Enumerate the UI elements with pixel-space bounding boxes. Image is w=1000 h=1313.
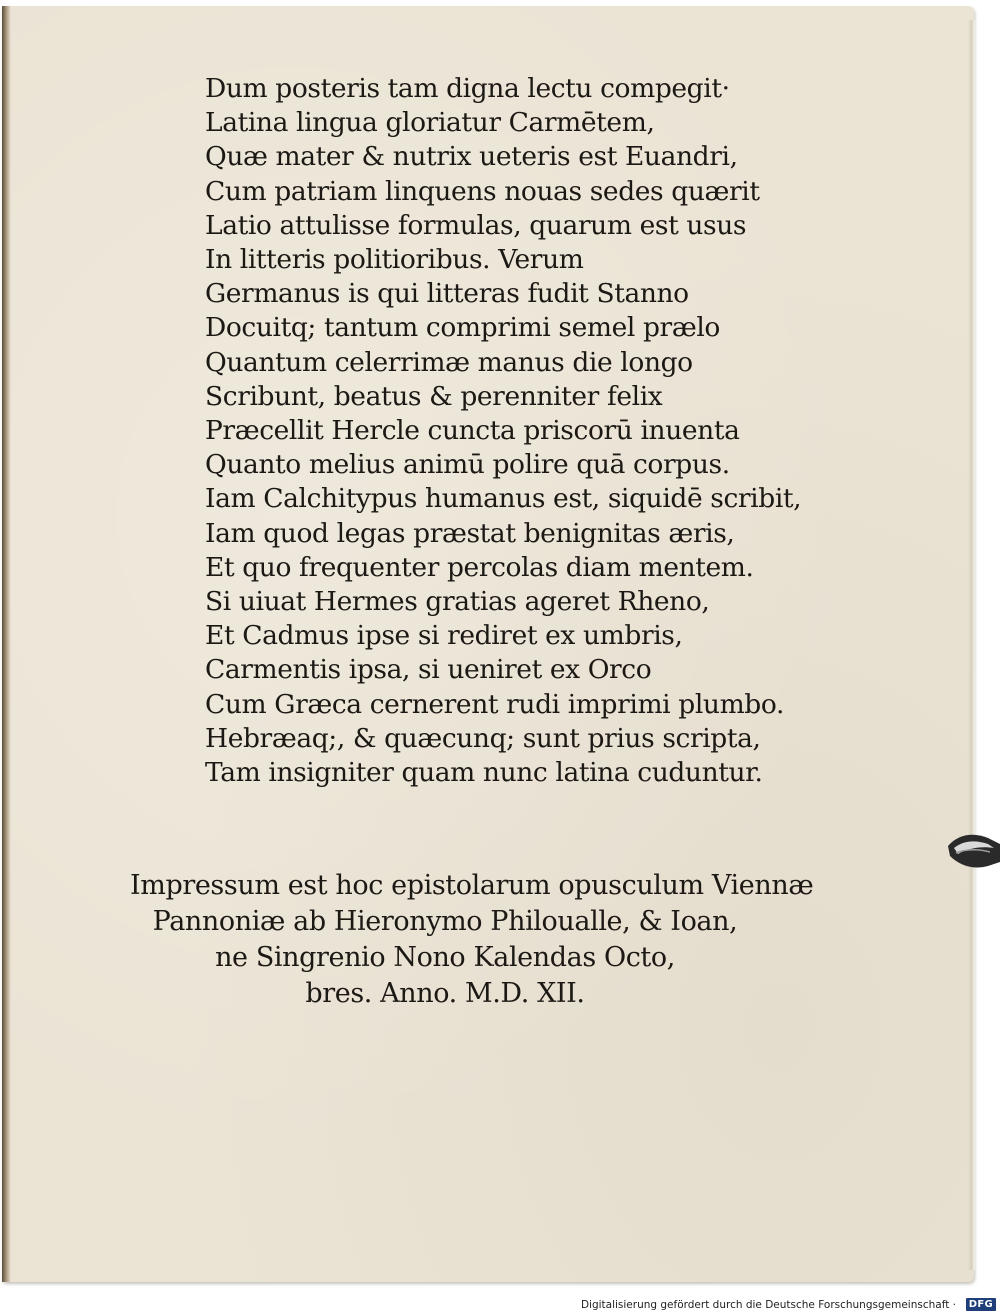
verse-line: Hebræaq;, & quæcunq; sunt prius scripta, (205, 722, 761, 754)
funding-credit: Digitalisierung gefördert durch die Deutsche Forschungsgemeinschaft · (580, 1299, 956, 1311)
spine-edge (2, 6, 11, 1282)
colophon-line: Impressum est hoc epistolarum opusculum Viennæ (130, 870, 814, 901)
dfg-logo-icon: DFG (966, 1298, 996, 1311)
verse-line: Docuitq; tantum comprimi semel prælo (205, 312, 720, 344)
colophon-line: bres. Anno. M.D. XII. (305, 978, 585, 1009)
colophon-line: ne Singrenio Nono Kalendas Octo, (215, 942, 675, 973)
verse-line: Carmentis ipsa, si ueniret ex Orco (205, 654, 652, 686)
verse-line: Si uiuat Hermes gratias ageret Rheno, (205, 586, 710, 618)
verse-line: Quantum celerrimæ manus die longo (205, 346, 693, 378)
verse-line: Iam Calchitypus humanus est, siquidē scribit, (205, 483, 802, 515)
verse-line: Cum Græca cernerent rudi imprimi plumbo. (205, 688, 784, 720)
colophon-line: Pannoniæ ab Hieronymo Philoualle, & Ioan, (152, 906, 738, 937)
verse-line: Cum patriam linquens nouas sedes quærit (205, 175, 760, 207)
verse-line: Dum posteris tam digna lectu compegit· (205, 73, 730, 104)
verse-line: Scribunt, beatus & perenniter felix (205, 380, 663, 412)
verse-line: Et Cadmus ipse si rediret ex umbris, (205, 620, 683, 652)
page-clip-icon (944, 826, 1000, 876)
colophon (130, 868, 814, 1012)
verse-line: Latio attulisse formulas, quarum est usus (205, 209, 747, 241)
verse-line: Quanto melius animū polire quā corpus. (205, 449, 730, 481)
verse-block (205, 72, 801, 790)
verse-line: Et quo frequenter percolas diam mentem. (205, 551, 754, 583)
page-right-edge (968, 20, 975, 1270)
verse-line: Iam quod legas præstat benignitas æris, (205, 517, 735, 549)
verse-line: Latina lingua gloriatur Carmētem, (205, 107, 655, 139)
verse-line: Quæ mater & nutrix ueteris est Euandri, (205, 141, 738, 173)
verse-line: In litteris politioribus. Verum (205, 244, 584, 276)
verse-line: Germanus is qui litteras fudit Stanno (205, 278, 689, 310)
verse-line: Præcellit Hercle cuncta priscorū inuenta (205, 415, 740, 447)
verse-line: Tam insigniter quam nunc latina cuduntur. (205, 757, 763, 789)
